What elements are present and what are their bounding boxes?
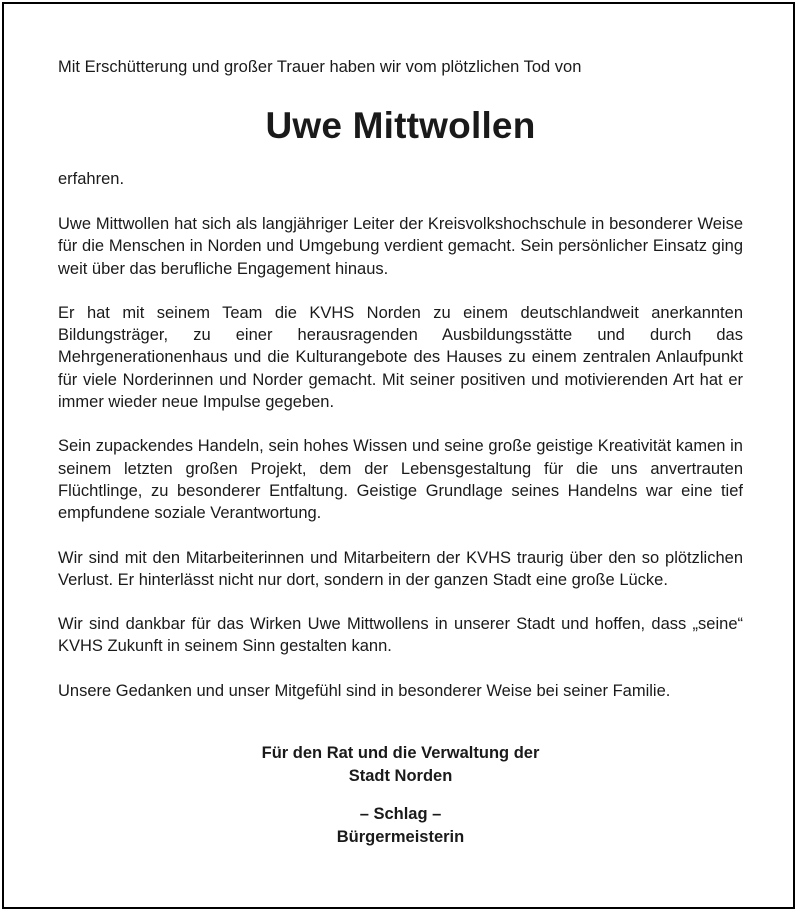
deceased-name: Uwe Mittwollen <box>265 105 536 146</box>
signature-line-city: Stadt Norden <box>348 767 453 786</box>
paragraph-4: Wir sind mit den Mitarbeiterinnen und Mitarbeitern der KVHS traurig über den so plötzlichen Verlust. Er hinterlässt nicht nur dort, sondern in der ganzen Stadt eine große Lücke. <box>58 548 743 589</box>
obituary-notice <box>58 56 743 849</box>
signature-person <box>58 803 743 849</box>
paragraph-1: Uwe Mittwollen hat sich als langjähriger Leiter der Kreisvolkshochschule in besonderer Weise für die Menschen in Norden und Umgebung verdient gemacht. Sein persönlicher Einsatz ging weit über das berufliche Engagement hinaus. <box>58 215 743 278</box>
intro-text: Mit Erschütterung und großer Trauer haben wir vom plötzlichen Tod von <box>58 58 582 76</box>
signature-name: – Schlag – <box>359 805 442 824</box>
signature-line-council: Für den Rat und die Verwaltung der <box>261 744 540 763</box>
paragraph-2: Er hat mit seinem Team die KVHS Norden zu einem deutschlandweit anerkannten Bildungsträger, zu einer herausragenden Ausbildungsstätte und durch das Mehrgenerationenhaus und die Kulturangebote des Hauses zu einem zentralen Anlaufpunkt für viele Norderinnen und Norder gemacht. Mit seiner positiven und motivierenden Art hat er immer wieder neue Impulse gegeben. <box>58 303 743 412</box>
signature-title: Bürgermeisterin <box>336 828 465 847</box>
signature-institution <box>58 742 743 788</box>
intro-continuation: erfahren. <box>58 170 125 188</box>
paragraph-5: Wir sind dankbar für das Wirken Uwe Mittwollens in unserer Stadt und hoffen, dass „seine“ KVHS Zukunft in seinem Sinn gestalten kann. <box>58 615 743 656</box>
paragraph-3: Sein zupackendes Handeln, sein hohes Wissen und seine große geistige Kreativität kamen in seinem letzten großen Projekt, dem der Lebensgestaltung für die uns anvertrauten Flüchtlinge, zu besonderer Entfaltung. Geistige Grundlage seines Handelns war eine tief empfundene soziale Verantwortung. <box>58 437 743 523</box>
paragraph-6: Unsere Gedanken und unser Mitgefühl sind in besonderer Weise bei seiner Familie. <box>58 681 671 700</box>
